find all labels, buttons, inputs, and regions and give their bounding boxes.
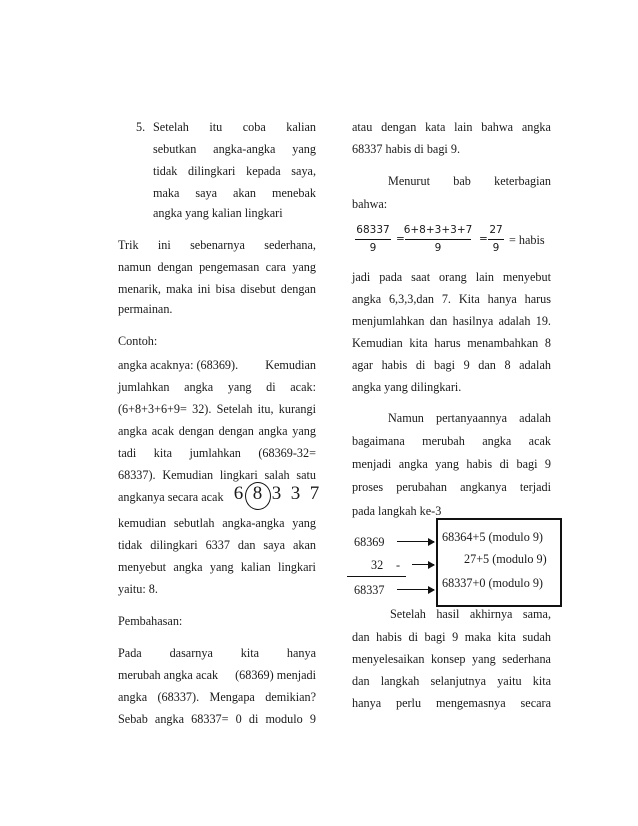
text: 8	[504, 358, 511, 372]
text: lingkari	[219, 468, 258, 482]
contoh-heading: Contoh:	[118, 334, 158, 348]
digit: 7	[309, 483, 320, 504]
diagram-number-2: 32	[371, 558, 384, 572]
text: menyelesaikan	[352, 652, 425, 666]
text: acak:	[290, 380, 316, 394]
text-line	[153, 164, 316, 178]
text: kepada	[246, 164, 281, 178]
text-line	[118, 468, 316, 482]
text: angka	[398, 457, 428, 471]
text: salah	[264, 468, 290, 482]
text: angka	[521, 120, 551, 134]
arrow-right-icon	[397, 589, 434, 590]
text: sebutkan	[153, 142, 197, 156]
text: angka	[173, 560, 203, 574]
text: sebenarnya	[190, 238, 245, 252]
denominator: 9	[434, 242, 442, 254]
text-line	[118, 690, 316, 704]
fraction-3	[488, 224, 504, 255]
text: coba	[242, 120, 266, 134]
text: atau	[352, 120, 373, 134]
text: lain	[475, 270, 494, 284]
text: 9	[309, 712, 316, 726]
paragraph-namun-last: pada langkah ke-3	[352, 504, 442, 518]
text: selanjutnya	[430, 674, 487, 688]
text: pertanyaannya	[436, 411, 508, 425]
namun-line	[388, 411, 551, 425]
text: hasilnya	[452, 314, 494, 328]
numerator: 6+8+3+3+7	[403, 224, 473, 236]
text: angka	[258, 424, 288, 438]
text: ini	[197, 282, 211, 296]
text-line	[352, 314, 551, 328]
paragraph-atau-last: 68337 habis di bagi 9.	[352, 142, 460, 156]
text: namun	[118, 260, 152, 274]
text: lain	[454, 120, 473, 134]
text: secara	[520, 696, 551, 710]
text: disebut	[240, 282, 276, 296]
text-line	[118, 402, 316, 416]
text: lingkari	[278, 560, 316, 574]
text: kita	[240, 646, 260, 660]
text: dan	[429, 314, 448, 328]
circle-line-text: angkanya secara acak	[118, 490, 224, 504]
text: dengan	[157, 260, 193, 274]
text-line	[118, 238, 316, 252]
text: hanya	[352, 696, 382, 710]
text-line	[153, 142, 316, 156]
text: akan	[292, 538, 316, 552]
text: 9	[544, 457, 551, 471]
text-line	[352, 457, 551, 471]
digit-row	[229, 483, 324, 505]
text: 32).	[192, 402, 212, 416]
text: keterbagian	[494, 174, 551, 188]
text-line	[118, 424, 316, 438]
text: Kemudian	[265, 358, 316, 372]
fraction-2	[405, 224, 471, 255]
text: adalah	[519, 411, 551, 425]
text: 68337).	[118, 468, 156, 482]
text: angka acaknya: (68369).	[118, 358, 239, 372]
fraction-bar	[488, 239, 504, 240]
digit-circled: 8	[252, 483, 263, 504]
text-line	[118, 560, 316, 574]
text: Setelah	[153, 120, 189, 134]
text: angka	[482, 434, 512, 448]
arrow-right-icon	[397, 541, 434, 542]
text: maka	[153, 186, 180, 200]
text: dan	[237, 538, 256, 552]
text-line	[118, 646, 316, 660]
text: angka	[118, 690, 148, 704]
text: saat	[411, 270, 431, 284]
equals-sign: =	[396, 233, 405, 245]
text: (68337).	[157, 690, 200, 704]
paragraph-jadi-last: angka yang dilingkari.	[352, 380, 462, 394]
text: proses	[352, 480, 384, 494]
numerator: 27	[489, 224, 503, 236]
text-line	[118, 538, 316, 552]
text: dengan	[218, 424, 254, 438]
text: Setelah	[216, 402, 253, 416]
text: habis	[376, 630, 402, 644]
text: yang	[292, 260, 316, 274]
text: Kita	[458, 292, 480, 306]
text: tidak	[118, 538, 143, 552]
text: angka	[352, 292, 382, 306]
text: kalian	[240, 560, 271, 574]
text: di	[415, 358, 426, 372]
text: kata	[425, 120, 446, 134]
text-line	[352, 270, 551, 284]
text: tidak	[153, 164, 178, 178]
text: harus	[434, 336, 461, 350]
text-line	[153, 120, 316, 134]
text: dengan	[178, 424, 214, 438]
text: yang	[292, 516, 316, 530]
text: Setelah	[390, 607, 426, 621]
text: habis	[381, 358, 408, 372]
text: habis	[466, 457, 493, 471]
text-line	[352, 120, 551, 134]
text-line	[118, 712, 316, 726]
text: 19.	[535, 314, 551, 328]
text: 6,3,3,dan	[388, 292, 434, 306]
text: 7.	[441, 292, 451, 306]
fraction-1	[355, 224, 391, 255]
text: angka-angka	[213, 142, 276, 156]
text: yang	[292, 142, 316, 156]
text-line	[118, 516, 316, 530]
text: menjumlahkan	[352, 314, 425, 328]
text: yaitu	[497, 674, 522, 688]
box-line-2: 27+5 (modulo 9)	[464, 552, 547, 566]
text: kita	[409, 336, 428, 350]
text: orang	[439, 270, 467, 284]
text-line	[118, 668, 316, 682]
text: yang	[435, 457, 459, 471]
text: saya	[263, 538, 286, 552]
text: Pada	[118, 646, 142, 660]
text: hanya	[286, 646, 316, 660]
text: jumlahkan	[118, 380, 170, 394]
text: bagi	[424, 630, 446, 644]
text: merubah angka acak	[118, 668, 219, 682]
digit: 3	[290, 483, 301, 504]
text: dengan	[381, 120, 417, 134]
setelah-line	[390, 607, 551, 621]
text: konsep	[430, 652, 466, 666]
text: menyebut	[502, 270, 551, 284]
text: bahwa	[481, 120, 514, 134]
text: kemudian	[118, 516, 167, 530]
text: satu	[296, 468, 316, 482]
text: angka-angka	[222, 516, 285, 530]
circle-mark	[245, 482, 271, 510]
box-line-3: 68337+0 (modulo 9)	[442, 576, 543, 590]
text: itu	[209, 120, 223, 134]
text: adalah	[519, 358, 551, 372]
text: dan	[352, 630, 370, 644]
text: menebak	[271, 186, 316, 200]
text-line	[352, 652, 551, 666]
text: bagi	[433, 358, 455, 372]
text: yang	[472, 652, 496, 666]
text: kalian	[286, 120, 316, 134]
text: sederhana,	[264, 238, 316, 252]
text: acak	[151, 424, 175, 438]
box-line-1: 68364+5 (modulo 9)	[442, 530, 543, 544]
text: hanya	[487, 292, 517, 306]
text: menambahkan	[467, 336, 539, 350]
text-line	[352, 674, 551, 688]
text: ini	[157, 238, 171, 252]
text: agar	[352, 358, 373, 372]
text: acak	[528, 434, 551, 448]
text: yang	[292, 424, 316, 438]
text: pada	[379, 270, 403, 284]
minus-sign: -	[396, 558, 401, 572]
contoh-line-1	[118, 358, 316, 372]
list-item-last-line: angka yang kalian lingkari	[153, 206, 283, 220]
text: saya	[195, 186, 218, 200]
text: mengemasnya	[435, 696, 506, 710]
text-line	[352, 336, 551, 350]
text: Mengapa	[209, 690, 255, 704]
text: saya,	[291, 164, 316, 178]
text: Kemudian	[352, 336, 403, 350]
text: bab	[453, 174, 471, 188]
text: jumlahkan	[189, 446, 241, 460]
pembahasan-heading: Pembahasan:	[118, 614, 183, 628]
text: yang	[209, 560, 234, 574]
text: sama,	[522, 607, 551, 621]
text: sebutlah	[173, 516, 215, 530]
text: perubahan	[396, 480, 447, 494]
text-line	[153, 186, 316, 200]
text: sederhana	[502, 652, 551, 666]
fraction-bar	[355, 239, 391, 240]
text: perlu	[396, 696, 422, 710]
denominator: 9	[369, 242, 377, 254]
bahwa-label: bahwa:	[352, 197, 388, 211]
equation-tail: = habis	[509, 233, 545, 247]
text: 9	[452, 630, 459, 644]
text: dengan	[280, 282, 316, 296]
text: harus	[524, 292, 551, 306]
text: angka	[154, 712, 185, 726]
text: kita	[532, 674, 551, 688]
paragraph-trik-last: permainan.	[118, 302, 173, 316]
text: di	[408, 630, 418, 644]
text: (68369-32=	[258, 446, 316, 460]
text-line	[352, 480, 551, 494]
text: di	[248, 712, 259, 726]
digit: 6	[233, 483, 244, 504]
text: kurangi	[278, 402, 316, 416]
text: modulo	[265, 712, 303, 726]
text: tadi	[118, 446, 137, 460]
fraction-bar	[405, 239, 471, 240]
text: yang	[227, 380, 252, 394]
numerator: 68337	[356, 224, 390, 236]
text: kita	[153, 446, 172, 460]
text: akhirnya	[469, 607, 513, 621]
text: Menurut	[388, 174, 430, 188]
text: Trik	[118, 238, 139, 252]
equals-sign: =	[479, 233, 488, 245]
menurut-line	[388, 174, 551, 188]
text: menyebut	[118, 560, 167, 574]
text: maka	[464, 630, 492, 644]
text: 0	[235, 712, 242, 726]
text: (68369) menjadi	[235, 668, 316, 682]
text: bagaimana	[352, 434, 405, 448]
text-line	[118, 380, 316, 394]
text: dasarnya	[169, 646, 213, 660]
text: pengemasan	[199, 260, 260, 274]
text: di	[499, 457, 510, 471]
text: 68337=	[191, 712, 229, 726]
text: angka	[184, 380, 214, 394]
text: jadi	[352, 270, 371, 284]
text: sudah	[522, 630, 551, 644]
text: langkah	[380, 674, 420, 688]
diagram-number-3: 68337	[354, 583, 385, 597]
text: merubah	[422, 434, 465, 448]
text: Namun	[388, 411, 424, 425]
text: maka	[166, 282, 193, 296]
text: angkanya	[460, 480, 507, 494]
text-line	[118, 260, 316, 274]
text-line	[352, 358, 551, 372]
subtraction-line	[347, 576, 406, 577]
text: itu,	[257, 402, 274, 416]
text: (6+8+3+6+9=	[118, 402, 187, 416]
text: terjadi	[519, 480, 551, 494]
text: angka	[118, 424, 148, 438]
text: demikian?	[265, 690, 316, 704]
text: kita	[497, 630, 516, 644]
text: dan	[352, 674, 370, 688]
diagram-number-1: 68369	[354, 535, 385, 549]
text: di	[266, 380, 276, 394]
text: bisa	[215, 282, 236, 296]
text: dilingkari	[150, 538, 198, 552]
text: menjadi	[352, 457, 392, 471]
text: Sebab	[118, 712, 148, 726]
text: dan	[478, 358, 496, 372]
text: 8	[544, 336, 551, 350]
text: menarik,	[118, 282, 161, 296]
text-line	[352, 696, 551, 710]
text: bagi	[516, 457, 538, 471]
text-line	[118, 282, 316, 296]
text: adalah	[498, 314, 531, 328]
text: cara	[265, 260, 286, 274]
denominator: 9	[492, 242, 500, 254]
text: hasil	[436, 607, 460, 621]
text: akan	[233, 186, 257, 200]
text: 9	[463, 358, 470, 372]
list-number: 5.	[136, 120, 146, 134]
text-line	[118, 446, 316, 460]
digit: 3	[271, 483, 282, 504]
paragraph-after-last: yaitu: 8.	[118, 582, 158, 596]
text-line	[352, 434, 551, 448]
text-line	[352, 292, 551, 306]
text: dilingkari	[188, 164, 236, 178]
text: 6337	[205, 538, 230, 552]
arrow-right-icon	[412, 564, 434, 565]
text: Kemudian	[162, 468, 214, 482]
text-line	[352, 630, 551, 644]
